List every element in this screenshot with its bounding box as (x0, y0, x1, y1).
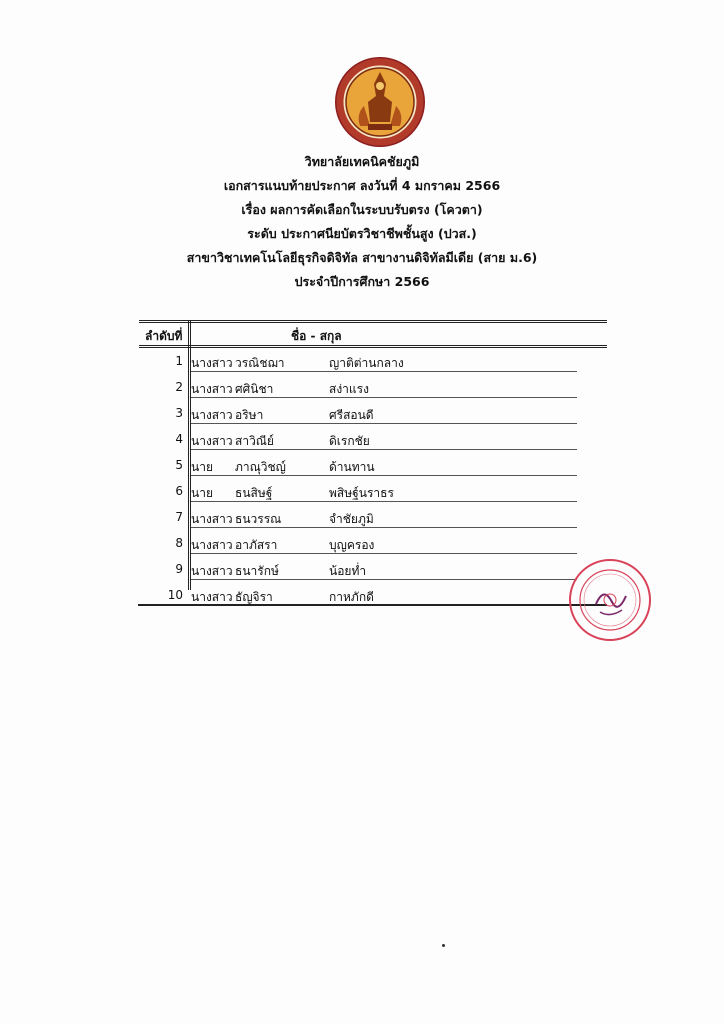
table-row (139, 582, 607, 608)
row-name-title: นางสาว (191, 356, 233, 370)
academic-year-line: ประจำปีการศึกษา 2566 (294, 274, 430, 289)
header-full-name: ชื่อ - สกุล (291, 329, 342, 343)
row-underline (191, 371, 577, 372)
row-number: 1 (175, 354, 183, 368)
table-row (139, 374, 607, 400)
row-underline (191, 423, 577, 424)
announcement-date-line: เอกสารแนบท้ายประกาศ ลงวันที่ 4 มกราคม 2566 (223, 178, 501, 193)
header-order-no: ลำดับที่ (145, 329, 183, 343)
row-number: 7 (175, 510, 183, 524)
table-header (139, 320, 607, 348)
row-last-name: บุญครอง (329, 538, 375, 552)
table-body (139, 348, 607, 608)
row-first-name: อริษา (235, 408, 264, 422)
row-first-name: สาวิณีย์ (235, 434, 274, 448)
table-row (139, 530, 607, 556)
row-underline (191, 449, 577, 450)
row-last-name: ศรีสอนดี (329, 408, 374, 422)
row-last-name: ญาติต่านกลาง (329, 356, 404, 370)
row-name-title: นางสาว (191, 590, 233, 604)
row-last-name: สง่าแรง (329, 382, 369, 396)
row-last-name: น้อยท่ำ (329, 564, 367, 578)
row-number: 10 (167, 588, 183, 602)
row-last-name: ดิเรกชัย (329, 434, 370, 448)
row-name-title: นาย (191, 486, 213, 500)
row-first-name: ธนารักษ์ (235, 564, 279, 578)
college-emblem-logo (334, 56, 426, 148)
row-first-name: ศศินิชา (235, 382, 274, 396)
row-number: 2 (175, 380, 183, 394)
table-row (139, 426, 607, 452)
table-row (139, 452, 607, 478)
subject-line: เรื่อง ผลการคัดเลือกในระบบรับตรง (โควตา) (241, 202, 483, 217)
program-line: สาขาวิชาเทคโนโลยีธุรกิจดิจิทัล สาขางานดิจิทัลมีเดีย (สาย ม.6) (186, 250, 538, 265)
row-underline (191, 475, 577, 476)
level-line: ระดับ ประกาศนียบัตรวิชาชีพชั้นสูง (ปวส.) (247, 226, 477, 241)
row-number: 5 (175, 458, 183, 472)
row-number: 3 (175, 406, 183, 420)
row-first-name: อาภัสรา (235, 538, 278, 552)
row-underline (191, 501, 577, 502)
row-first-name: ธนสิษฐ์ (235, 486, 273, 500)
college-name: วิทยาลัยเทคนิคชัยภูมิ (304, 154, 420, 169)
row-number: 6 (175, 484, 183, 498)
row-name-title: นางสาว (191, 434, 233, 448)
row-name-title: นาย (191, 460, 213, 474)
row-number: 8 (175, 536, 183, 550)
table-row (139, 556, 607, 582)
selection-results-table (139, 320, 607, 608)
row-last-name: กาหภักดี (329, 590, 374, 604)
row-name-title: นางสาว (191, 538, 233, 552)
announcement-header (0, 150, 724, 294)
row-underline (191, 553, 577, 554)
table-row (139, 504, 607, 530)
table-row (139, 400, 607, 426)
row-underline (138, 604, 607, 606)
row-first-name: ธัญจิรา (235, 590, 273, 604)
row-last-name: จำชัยภูมิ (329, 512, 374, 526)
row-number: 4 (175, 432, 183, 446)
row-first-name: วรณิชฌา (235, 356, 285, 370)
scan-speck (442, 944, 445, 947)
row-underline (191, 397, 577, 398)
row-name-title: นางสาว (191, 512, 233, 526)
official-seal-stamp (566, 556, 654, 644)
row-last-name: ด้านทาน (329, 460, 375, 474)
row-first-name: ธนวรรณ (235, 512, 282, 526)
row-name-title: นางสาว (191, 382, 233, 396)
row-name-title: นางสาว (191, 564, 233, 578)
row-underline (191, 579, 577, 580)
row-last-name: พสิษฐ์นราธร (329, 486, 394, 500)
table-row (139, 478, 607, 504)
table-row (139, 348, 607, 374)
row-name-title: นางสาว (191, 408, 233, 422)
row-number: 9 (175, 562, 183, 576)
row-underline (191, 527, 577, 528)
row-first-name: ภาณุวิชญ์ (235, 460, 286, 474)
